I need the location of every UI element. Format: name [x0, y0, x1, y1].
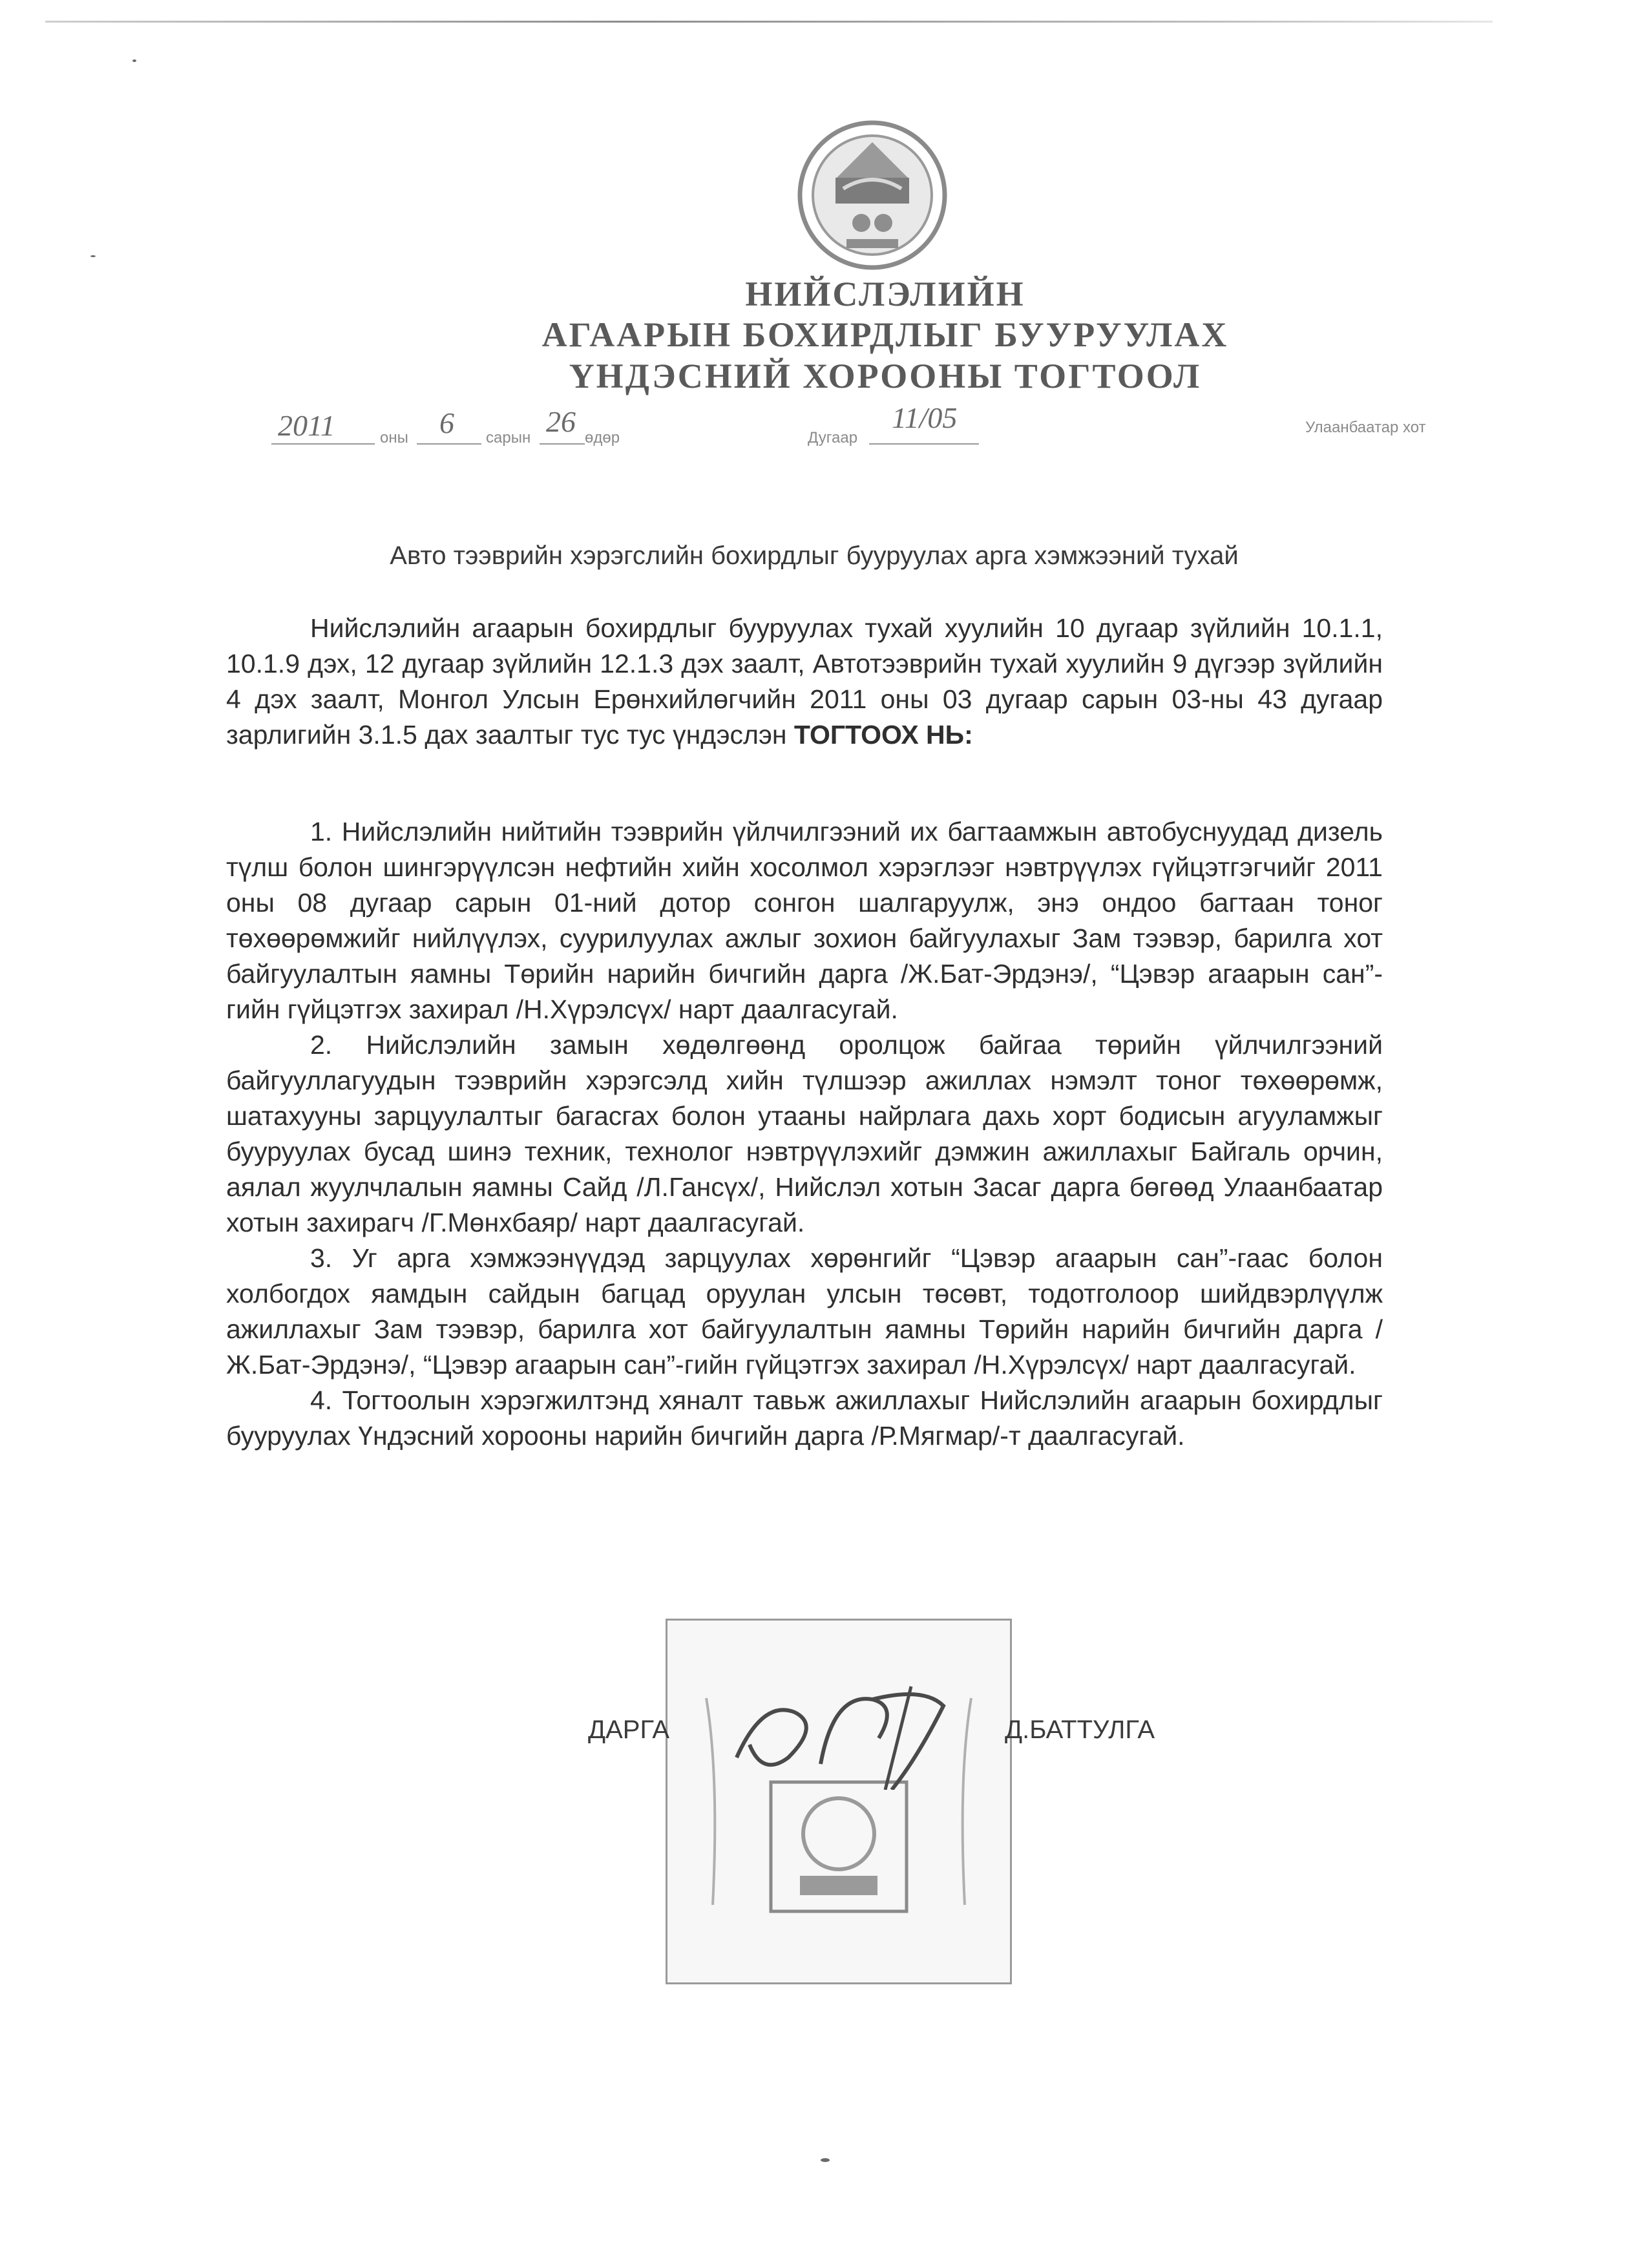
org-title-line2: АГААРЫН БОХИРДЛЫГ БУУРУУЛАХ: [541, 315, 1229, 354]
state-emblem-icon: [785, 116, 960, 275]
date-day-suffix: өдөр: [585, 429, 620, 446]
number-label: Дугаар: [808, 429, 858, 446]
document-number: 11/05: [892, 401, 958, 434]
number-line: [869, 443, 979, 445]
date-year-line: [271, 443, 375, 445]
city-name: Улаанбаатар хот: [1305, 419, 1426, 436]
decision-items: [226, 814, 1383, 1454]
decision-item-4: 4. Тогтоолын хэрэгжилтэнд хяналт тавьж ажиллахыг Нийслэлийн агаарын бохирдлыг бууруулах Үндэсний хорооны нарийн бичгийн дарга /Р.Мягмар/-т даалгасугай.: [226, 1385, 1383, 1451]
scan-edge-line: [45, 21, 1493, 23]
date-year-suffix: оны: [380, 429, 408, 446]
decision-item-1: 1. Нийслэлийн нийтийн тээврийн үйлчилгээний их багтаамжын автобуснуудад дизель түлш болон шингэрүүлсэн нефтийн хийн хосолмол хэрэглээг нэвтрүүлэх гүйцэтгэгчийг 2011 оны 08 дугаар сарын 01-ний дотор сонгон шалгаруулж, энэ ондоо багтаан тоног төхөөрөмжийг нийлүүлэх, суурилуулах ажлыг зохион байгуулахыг Зам тээвэр, барилга хот байгуулалтын яамны Төрийн нарийн бичгийн дарга /Ж.Бат-Эрдэнэ/, “Цэвэр агаарын сан”-гийн гүйцэтгэх захирал /Н.Хүрэлсүх/ нарт даалгасугай.: [226, 817, 1383, 1024]
signature-name: Д.БАТТУЛГА: [1005, 1716, 1155, 1744]
org-title-line3: ҮНДЭСНИЙ ХОРООНЫ ТОГТООЛ: [569, 357, 1202, 395]
decision-item-3: 3. Уг арга хэмжээнүүдэд зарцуулах хөрөнгийг “Цэвэр агаарын сан”-гаас болон холбогдох яамдын сайдын багцад оруулан улсын төсөвт, тодотголоор шийдвэрлүүлж ажиллахыг Зам тээвэр, барилга хот байгуулалтын яамны Төрийн нарийн бичгийн дарга /Ж.Бат-Эрдэнэ/, “Цэвэр агаарын сан”-гийн гүйцэтгэх захирал /Н.Хүрэлсүх/ нарт даалгасугай.: [226, 1243, 1383, 1380]
scan-speck: [132, 59, 136, 62]
preamble-text: Нийслэлийн агаарын бохирдлыг бууруулах тухай хуулийн 10 дугаар зүйлийн 10.1.1, 10.1.9 дэх, 12 дугаар зүйлийн 12.1.3 дэх заалт, Автотээврийн тухай хуулийн 9 дүгээр зүйлийн 4 дэх заалт, Монгол Улсын Ерөнхийлөгчийн 2011 оны 03 дугаар сарын 03-ны 43 дугаар зарлигийн 3.1.5 дах заалтыг тус тус үндэслэн: [226, 613, 1383, 750]
document-subject: Авто тээврийн хэрэгслийн бохирдлыг бууруулах арга хэмжээний тухай: [390, 541, 1239, 570]
date-month-line: [417, 443, 481, 445]
handwritten-signature: [724, 1674, 995, 1790]
signature-title: ДАРГА: [588, 1716, 670, 1744]
date-month-suffix: сарын: [486, 429, 531, 446]
preamble: [226, 611, 1383, 753]
org-title-line1: НИЙСЛЭЛИЙН: [745, 275, 1025, 313]
decision-item-2: 2. Нийслэлийн замын хөдөлгөөнд оролцож байгаа төрийн үйлчилгээний байгууллагуудын тээврийн хэрэгсэлд хийн түлшээр ажиллах нэмэлт тоног төхөөрөмж, шатахууны зарцуулалтыг багасгах болон утааны найрлага дахь хорт бодисын агууламжыг бууруулах бусад шинэ техник, технолог нэвтрүүлэхийг дэмжин ажиллахыг Байгаль орчин, аялал жуулчлалын яамны Сайд /Л.Гансүх/, Нийслэл хотын Засаг дарга бөгөөд Улаанбаатар хотын захирагч /Г.Мөнхбаяр/ нарт даалгасугай.: [226, 1030, 1383, 1237]
date-month: 6: [439, 406, 454, 439]
scan-speck: [821, 2158, 830, 2162]
scan-speck: [90, 255, 96, 257]
preamble-emphasis: ТОГТООХ НЬ:: [793, 720, 973, 750]
date-day-line: [540, 443, 585, 445]
date-day: 26: [546, 405, 576, 438]
date-year: 2011: [278, 409, 335, 442]
